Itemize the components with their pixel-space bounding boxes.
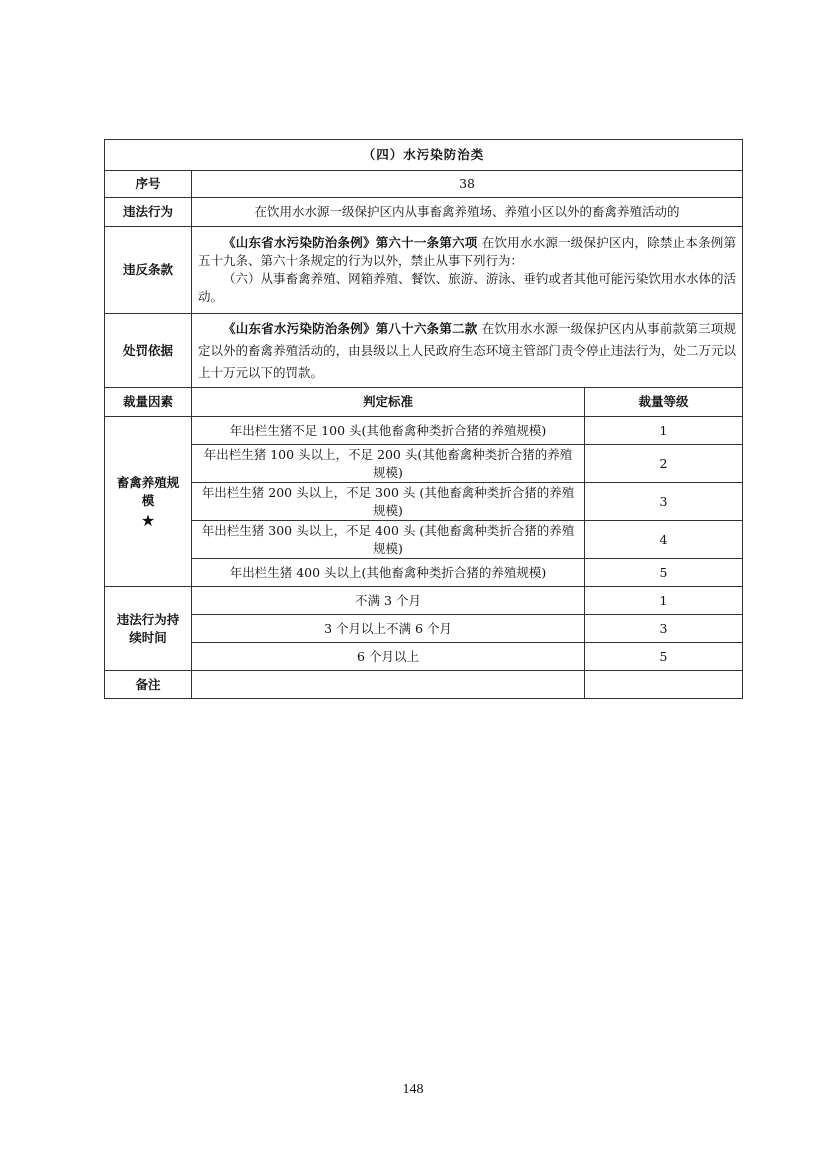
scale-criteria-4: 年出栏生猪 300 头以上，不足 400 头 (其他畜禽种类折合猪的养殖规模) [192,521,585,559]
factor-scale-name: 畜禽养殖规模 [116,474,180,508]
scale-level-5: 5 [585,559,743,587]
violation-value: 在饮用水水源一级保护区内从事畜禽养殖场、养殖小区以外的畜禽养殖活动的 [192,198,743,227]
duration-criteria-1: 不满 3 个月 [192,587,585,615]
violation-label: 违法行为 [105,198,192,227]
scale-criteria-1: 年出栏生猪不足 100 头(其他畜禽种类折合猪的养殖规模) [192,417,585,445]
duration-criteria-2: 3 个月以上不满 6 个月 [192,615,585,643]
violated-clause-citation: 《山东省水污染防治条例》第六十一条第六项 [223,235,478,250]
duration-level-2: 3 [585,615,743,643]
violated-clause-paragraph [198,234,736,270]
remarks-level [585,671,743,699]
serial-value: 38 [192,171,743,198]
scale-level-1: 1 [585,417,743,445]
level-header: 裁量等级 [585,388,743,417]
scale-level-2: 2 [585,445,743,483]
remarks-value [192,671,585,699]
penalty-discretion-table [104,139,743,699]
scale-criteria-3: 年出栏生猪 200 头以上，不足 300 头 (其他畜禽种类折合猪的养殖规模) [192,483,585,521]
penalty-basis-label: 处罚依据 [105,314,192,388]
scale-criteria-5: 年出栏生猪 400 头以上(其他畜禽种类折合猪的养殖规模) [192,559,585,587]
scale-criteria-2: 年出栏生猪 100 头以上，不足 200 头(其他畜禽种类折合猪的养殖规模) [192,445,585,483]
duration-level-1: 1 [585,587,743,615]
factor-duration-label: 违法行为持续时间 [105,587,192,671]
penalty-basis-text: 在饮用水水源一级保护区内从事前款第三项规定以外的畜禽养殖活动的，由县级以上人民政府生态环境主管部门责令停止违法行为，处二万元以上十万元以下的罚款。 [198,320,737,380]
violated-clause-item: （六）从事畜禽养殖、网箱养殖、餐饮、旅游、游泳、垂钓或者其他可能污染饮用水水体的活动。 [198,271,737,304]
star-icon: ★ [140,510,156,530]
duration-criteria-3: 6 个月以上 [192,643,585,671]
factor-scale-label [105,417,192,587]
violated-clause-label: 违反条款 [105,227,192,314]
penalty-basis-citation: 《山东省水污染防治条例》第八十六条第二款 [223,320,478,336]
scale-level-3: 3 [585,483,743,521]
remarks-label: 备注 [105,671,192,699]
page-number: 148 [402,1082,424,1097]
penalty-basis-paragraph [198,318,736,384]
scale-level-4: 4 [585,521,743,559]
serial-label: 序号 [105,171,192,198]
criteria-header: 判定标准 [192,388,585,417]
section-title: （四）水污染防治类 [105,140,743,171]
factor-header: 裁量因素 [105,388,192,417]
violated-clause-text: 在饮用水水源一级保护区内，除禁止本条例第五十九条、第六十条规定的行为以外，禁止从事下列行为： [198,235,737,268]
penalty-basis-content [192,314,743,388]
duration-level-3: 5 [585,643,743,671]
violated-clause-content [192,227,743,314]
